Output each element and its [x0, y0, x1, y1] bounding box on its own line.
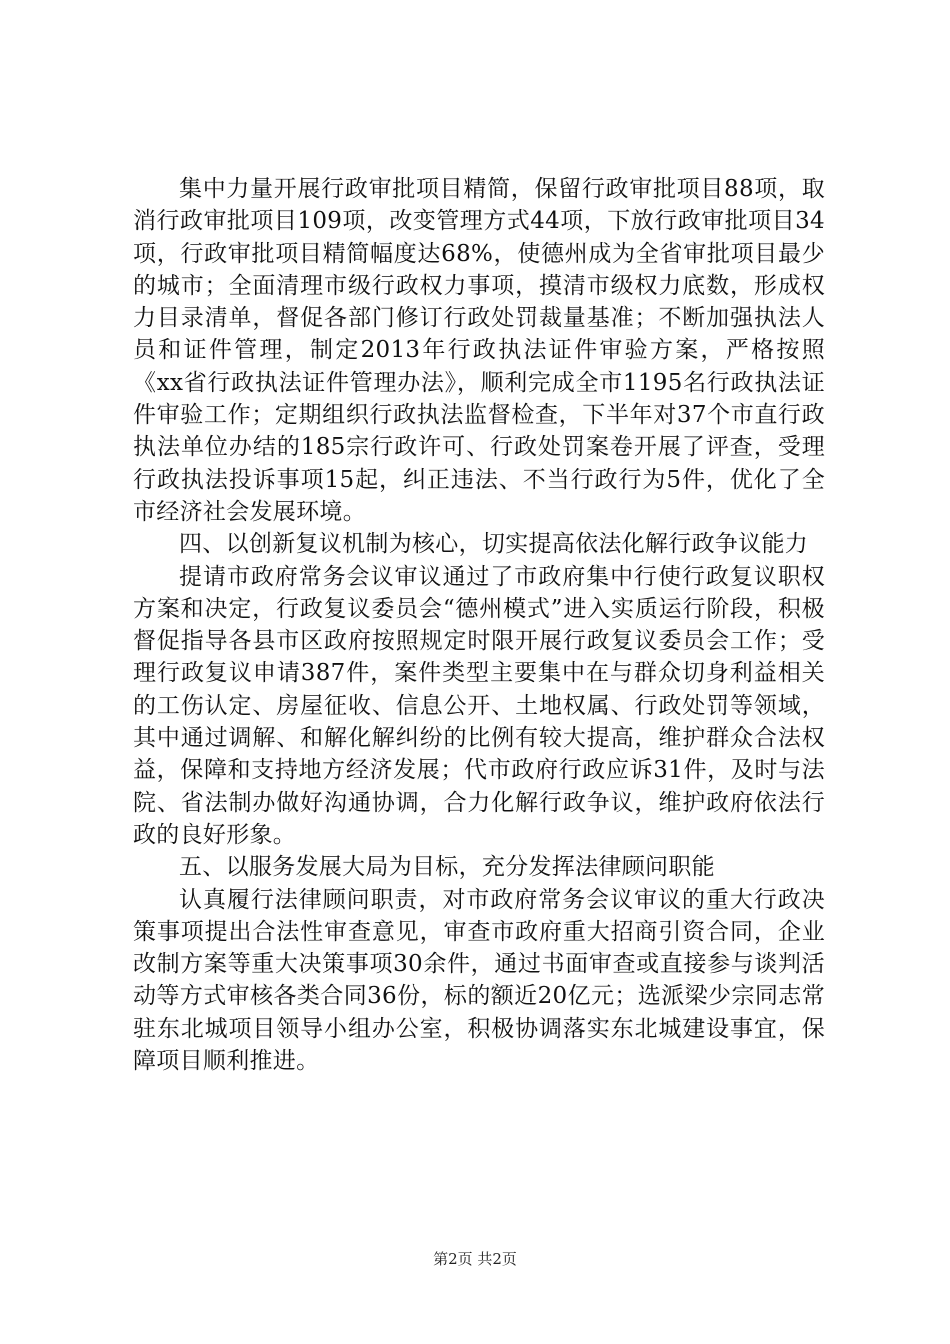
section-heading-four: 四、以创新复议机制为核心，切实提高依法化解行政争议能力 [179, 531, 809, 558]
page-number: 第2页 共2页 [433, 1250, 517, 1268]
paragraph-legal-counsel: 认真履行法律顾问职责，对市政府常务会议审议的重大行政决策事项提出合法性审查意见，审查市政府重大招商引资合同，企业改制方案等重大决策事项30余件，通过书面审查或直接参与谈判活动等方式审核各类合同36份，标的额近20亿元；选派梁少宗同志常驻东北城项目领导小组办公室，积极协调落实东北城建设事宜，保障项目顺利推进。 [133, 886, 825, 1075]
paragraph-approval-streamlining: 集中力量开展行政审批项目精简，保留行政审批项目88项，取消行政审批项目109项，改变管理方式44项，下放行政审批项目34项，行政审批项目精简幅度达68%，使德州成为全省审批项目最少的城市；全面清理市级行政权力事项，摸清市级权力底数，形成权力目录清单，督促各部门修订行政处罚裁量基准；不断加强执法人员和证件管理，制定2013年行政执法证件审验方案，严格按照《xx省行政执法证件管理办法》，顺利完成全市1195名行政执法证件审验工作；定期组织行政执法监督检查，下半年对37个市直行政执法单位办结的185宗行政许可、行政处罚案卷开展了评查，受理行政执法投诉事项15起，纠正违法、不当行政行为5件，优化了全市经济社会发展环境。 [133, 176, 825, 525]
paragraph-administrative-review: 提请市政府常务会议审议通过了市政府集中行使行政复议职权方案和决定，行政复议委员会“德州模式”进入实质运行阶段，积极督促指导各县市区政府按照规定时限开展行政复议委员会工作；受理行政复议申请387件，案件类型主要集中在与群众切身利益相关的工伤认定、房屋征收、信息公开、土地权属、行政处罚等领域，其中通过调解、和解化解纠纷的比例有较大提高，维护群众合法权益，保障和支持地方经济发展；代市政府行政应诉31件，及时与法院、省法制办做好沟通协调，合力化解行政争议，维护政府依法行政的良好形象。 [133, 563, 825, 848]
document-body [133, 173, 825, 1077]
page-footer [0, 1249, 950, 1269]
section-heading-five: 五、以服务发展大局为目标，充分发挥法律顾问职能 [179, 854, 715, 881]
